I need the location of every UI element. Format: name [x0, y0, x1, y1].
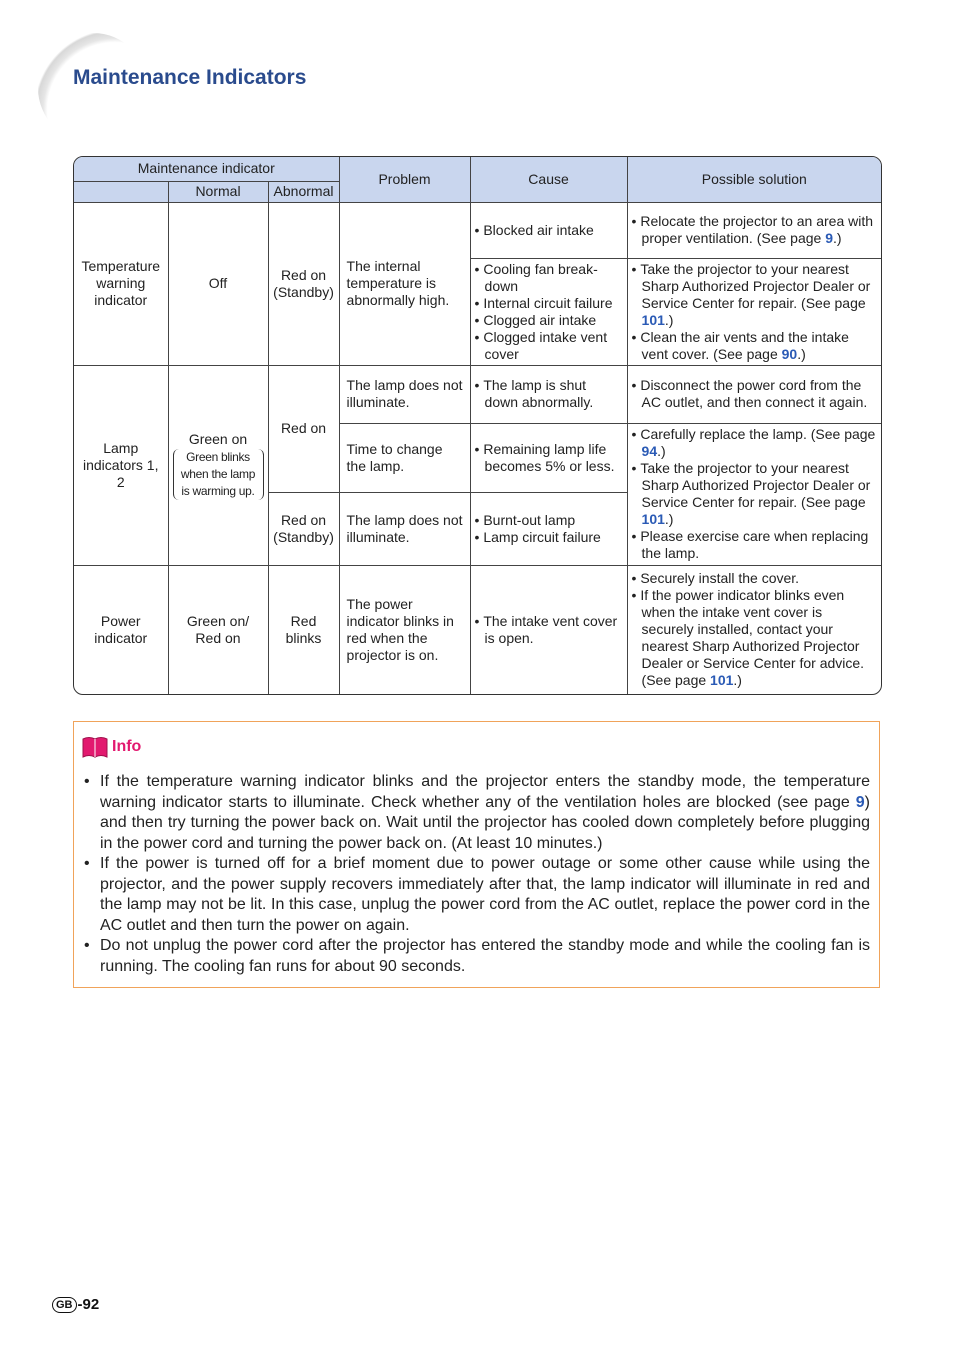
info-header	[82, 736, 141, 758]
header-normal: Normal	[168, 181, 268, 202]
temperature-causes-list: • Cooling fan break-down • Internal circuit failure • Clogged air intake • Clogged intake vent cover	[475, 261, 623, 363]
info-label: Info	[112, 738, 142, 755]
info-item: • If the power is turned off for a brief moment due to power outage or some other cause while using the projector, and the power supply recovers immediately after that, the lamp indicator will illuminate in red and the lamp may not be lit. In this case, unplug the power cord from the AC outlet, replace the power cord in the AC outlet and then turn the power on again.	[84, 854, 870, 936]
page-link[interactable]: 101	[710, 672, 734, 689]
lamp-abnormal-2: Red on (Standby)	[268, 492, 339, 565]
header-maintenance-indicator: Maintenance indicator	[74, 157, 339, 181]
info-box	[73, 721, 880, 988]
lamp-normal: Green on Green blinks when the lamp is warming up.	[168, 365, 268, 565]
page-link[interactable]: 9	[825, 230, 834, 246]
lamp-cause-1: • The lamp is shut down abnormally.	[475, 377, 623, 411]
lamp-cause-2: • Remaining lamp life becomes 5% or less.	[475, 441, 623, 475]
lamp-problem-2: Time to change the lamp.	[339, 423, 470, 492]
header-abnormal: Abnormal	[268, 181, 339, 202]
lamp-abnormal-1: Red on	[268, 365, 339, 492]
lamp-indicator-label: Lamp indicators 1, 2	[74, 365, 168, 565]
info-list	[84, 772, 870, 977]
page-link[interactable]: 94	[641, 443, 658, 459]
lamp-causes-list: • Burnt-out lamp • Lamp circuit failure	[475, 512, 623, 546]
lamp-solutions-list: • Carefully replace the lamp. (See page 94.) • Take the projector to your nearest Sharp Authorized Projector Dealer or Service Center for repair. (See page 101.) • Please exercise care when replacing the lamp.	[632, 426, 878, 562]
temperature-cause-1: • Blocked air intake	[475, 222, 623, 239]
info-item: • If the temperature warning indicator blinks and the projector enters the standby mode, the temperature warning indicator starts to illuminate. Check whether any of the ventilation holes are blocked (see page 9) and then try turning the power back on. Wait until the projector has cooled down completely before plugging in the power cord and turning the power back on. (At least 10 minutes.)	[84, 772, 870, 854]
temperature-abnormal: Red on (Standby)	[268, 202, 339, 365]
lamp-solution-1: • Disconnect the power cord from the AC outlet, and then connect it again.	[632, 377, 878, 411]
maintenance-table	[73, 156, 882, 695]
temperature-problem: The internal temperature is abnormally high.	[339, 202, 470, 365]
temperature-normal: Off	[168, 202, 268, 365]
page-link[interactable]: 101	[641, 311, 665, 328]
header-cause: Cause	[470, 157, 627, 202]
lamp-problem-1: The lamp does not illuminate.	[339, 365, 470, 423]
temperature-solutions-list: • Take the projector to your nearest Sharp Authorized Projector Dealer or Service Center for repair. (See page 101.) • Clean the air vents and the intake vent cover. (See page 90.)	[632, 261, 878, 363]
lamp-normal-note: Green blinks when the lamp is warming up.	[173, 449, 264, 500]
power-solutions-list: • Securely install the cover. • If the power indicator blinks even when the intake vent cover is securely installed, contact your nearest Sharp Authorized Projector Dealer or Service Center for advice. (See page 101.)	[632, 570, 878, 689]
page-footer	[52, 1296, 99, 1313]
temperature-solution-1: • Relocate the projector to an area with proper ventilation. (See page 9.)	[632, 213, 878, 247]
page-link[interactable]: 9	[855, 793, 865, 811]
page-link[interactable]: 90	[781, 345, 798, 362]
info-item: • Do not unplug the power cord after the projector has entered the standby mode and while the cooling fan is running. The cooling fan runs for about 90 seconds.	[84, 936, 870, 977]
book-icon	[82, 736, 108, 758]
header-problem: Problem	[339, 157, 470, 202]
power-abnormal: Red blinks	[268, 565, 339, 694]
power-indicator-label: Power indicator	[74, 565, 168, 694]
temperature-indicator-label: Temperature warning indicator	[74, 202, 168, 365]
page-link[interactable]: 101	[641, 511, 665, 527]
power-problem: The power indicator blinks in red when the projector is on.	[339, 565, 470, 694]
power-cause: • The intake vent cover is open.	[475, 613, 623, 647]
lamp-problem-3: The lamp does not illuminate.	[339, 492, 470, 565]
page-title: Maintenance Indicators	[73, 66, 307, 89]
power-normal: Green on/ Red on	[168, 565, 268, 694]
language-badge: GB	[52, 1297, 77, 1313]
page-number: -92	[77, 1296, 100, 1313]
header-solution: Possible solution	[627, 157, 881, 202]
